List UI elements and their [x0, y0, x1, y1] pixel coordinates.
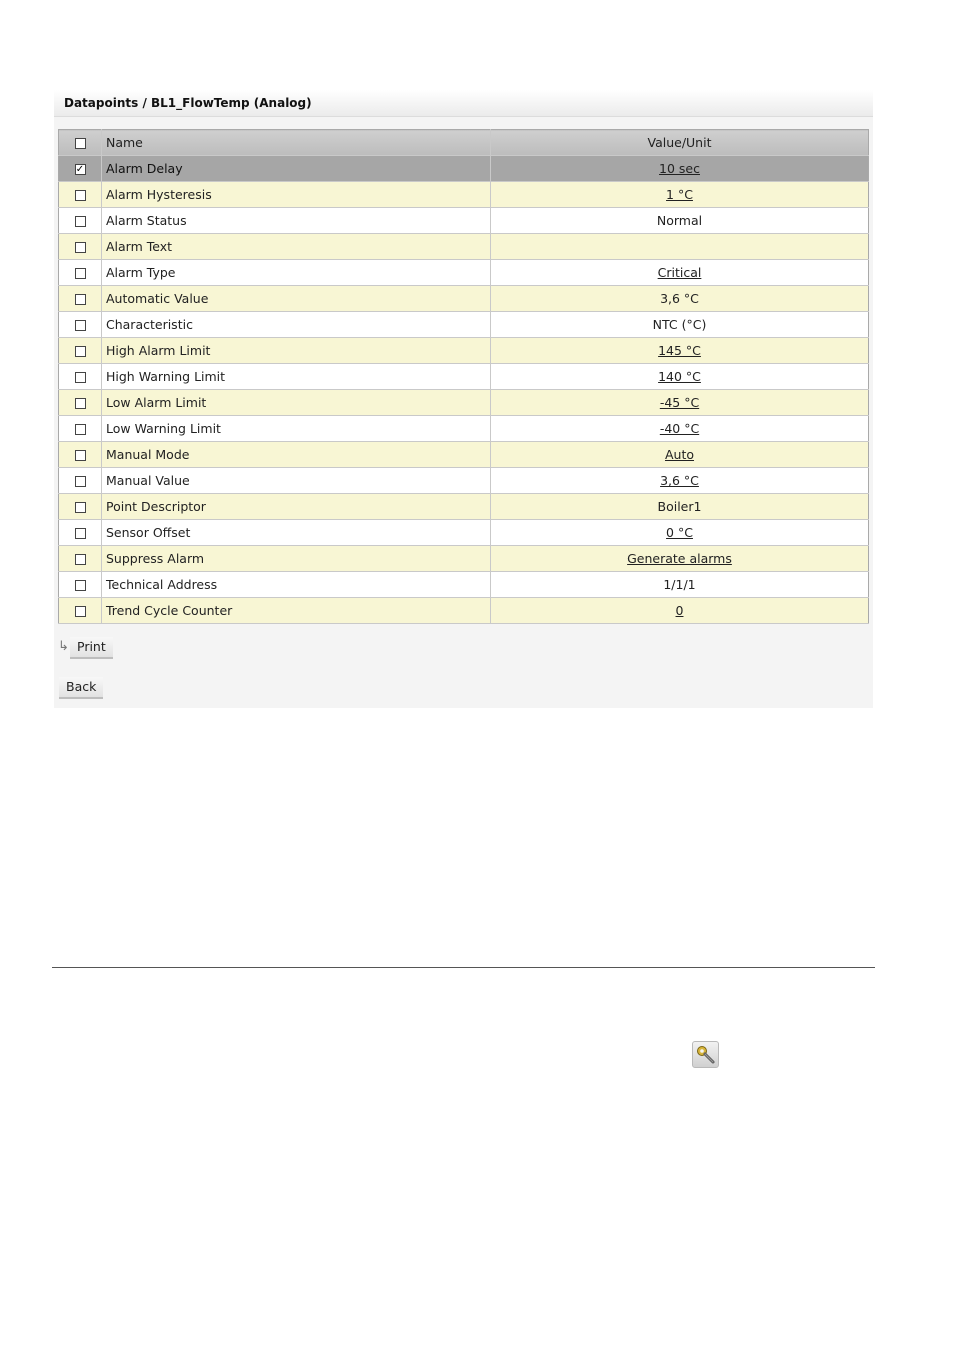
row-value-link[interactable]: 0 °C	[666, 525, 693, 540]
row-value: Normal	[656, 213, 703, 228]
row-value-link[interactable]: Critical	[657, 265, 702, 280]
row-checkbox-cell	[59, 260, 102, 286]
row-checkbox[interactable]	[75, 268, 86, 279]
row-checkbox[interactable]	[75, 606, 86, 617]
table-row[interactable]	[59, 182, 869, 208]
arrow-icon: ↳	[58, 639, 69, 654]
row-value-cell	[491, 442, 869, 468]
row-value-cell	[491, 338, 869, 364]
row-checkbox[interactable]	[75, 372, 86, 383]
datapoint-table	[58, 129, 869, 624]
row-value-link[interactable]: 0	[675, 603, 684, 618]
row-value-link[interactable]: Generate alarms	[627, 551, 732, 566]
row-value-link[interactable]: -40 °C	[659, 421, 700, 436]
row-value-cell	[491, 572, 869, 598]
row-value-cell	[491, 182, 869, 208]
table-row[interactable]	[59, 598, 869, 624]
row-value-cell	[491, 156, 869, 182]
row-checkbox[interactable]	[75, 294, 86, 305]
table-header	[59, 130, 869, 156]
row-checkbox-cell	[59, 598, 102, 624]
row-name: Technical Address	[102, 572, 491, 598]
row-checkbox[interactable]	[75, 450, 86, 461]
table-row[interactable]	[59, 442, 869, 468]
row-name: High Warning Limit	[102, 364, 491, 390]
row-name: Alarm Delay	[102, 156, 491, 182]
row-checkbox-cell	[59, 520, 102, 546]
header-value[interactable]: Value/Unit	[491, 130, 869, 156]
row-name: Low Warning Limit	[102, 416, 491, 442]
row-name: Alarm Type	[102, 260, 491, 286]
table-row[interactable]	[59, 156, 869, 182]
row-checkbox-cell	[59, 182, 102, 208]
row-name: Low Alarm Limit	[102, 390, 491, 416]
row-checkbox-cell	[59, 546, 102, 572]
row-value-link[interactable]: Auto	[664, 447, 695, 462]
row-checkbox[interactable]	[75, 424, 86, 435]
row-value-cell	[491, 312, 869, 338]
row-value-cell	[491, 468, 869, 494]
row-checkbox[interactable]	[75, 216, 86, 227]
row-checkbox-cell	[59, 442, 102, 468]
row-name: Manual Mode	[102, 442, 491, 468]
row-checkbox[interactable]	[75, 502, 86, 513]
row-checkbox-cell	[59, 156, 102, 182]
row-value-link[interactable]: 3,6 °C	[660, 473, 699, 488]
row-value-link[interactable]: -45 °C	[659, 395, 700, 410]
row-value-cell	[491, 416, 869, 442]
row-value-cell	[491, 390, 869, 416]
row-value-cell	[491, 520, 869, 546]
row-name: Suppress Alarm	[102, 546, 491, 572]
row-name: Trend Cycle Counter	[102, 598, 491, 624]
row-checkbox[interactable]	[75, 190, 86, 201]
table-row[interactable]	[59, 494, 869, 520]
row-value-cell	[491, 598, 869, 624]
row-value-cell	[491, 234, 869, 260]
row-checkbox-cell	[59, 416, 102, 442]
table-row[interactable]	[59, 416, 869, 442]
row-value-cell	[491, 364, 869, 390]
row-value: 3,6 °C	[660, 291, 699, 306]
row-name: Alarm Hysteresis	[102, 182, 491, 208]
back-button[interactable]: Back	[59, 677, 103, 699]
table-row[interactable]	[59, 390, 869, 416]
table-row[interactable]	[59, 338, 869, 364]
row-value-cell	[491, 286, 869, 312]
row-checkbox[interactable]	[75, 580, 86, 591]
divider	[52, 967, 875, 968]
table-row[interactable]	[59, 208, 869, 234]
select-all-checkbox[interactable]	[75, 138, 86, 149]
row-name: Alarm Text	[102, 234, 491, 260]
row-value: 1/1/1	[663, 577, 696, 592]
row-value-link[interactable]: 10 sec	[659, 161, 700, 176]
row-checkbox-cell	[59, 208, 102, 234]
row-value-cell	[491, 260, 869, 286]
row-checkbox[interactable]	[75, 554, 86, 565]
table-row[interactable]	[59, 234, 869, 260]
row-value-link[interactable]: 1 °C	[666, 187, 693, 202]
row-name: Sensor Offset	[102, 520, 491, 546]
row-name: Automatic Value	[102, 286, 491, 312]
row-value-cell	[491, 208, 869, 234]
row-name: Manual Value	[102, 468, 491, 494]
breadcrumb: Datapoints / BL1_FlowTemp (Analog)	[54, 90, 873, 117]
table-row[interactable]	[59, 364, 869, 390]
table-row[interactable]	[59, 286, 869, 312]
row-value-link[interactable]: 140 °C	[658, 369, 701, 384]
table-row[interactable]	[59, 260, 869, 286]
table-row[interactable]	[59, 312, 869, 338]
row-checkbox-cell	[59, 390, 102, 416]
table-row[interactable]	[59, 468, 869, 494]
row-name: Characteristic	[102, 312, 491, 338]
row-name: Point Descriptor	[102, 494, 491, 520]
header-name[interactable]: Name	[102, 130, 491, 156]
row-checkbox-cell	[59, 234, 102, 260]
row-checkbox[interactable]	[75, 242, 86, 253]
print-button[interactable]: Print	[70, 637, 113, 659]
datapoint-panel	[54, 90, 873, 708]
row-value-cell	[491, 494, 869, 520]
row-name: High Alarm Limit	[102, 338, 491, 364]
row-checkbox[interactable]	[75, 528, 86, 539]
row-value-link[interactable]: 145 °C	[658, 343, 701, 358]
row-value: Boiler1	[657, 499, 702, 514]
row-checkbox[interactable]	[75, 476, 86, 487]
table-row[interactable]	[59, 546, 869, 572]
row-value-cell	[491, 546, 869, 572]
row-checkbox[interactable]: ✓	[75, 164, 85, 175]
row-name: Alarm Status	[102, 208, 491, 234]
row-checkbox-cell	[59, 364, 102, 390]
table-body	[59, 156, 869, 624]
row-checkbox-cell	[59, 312, 102, 338]
wrench-icon[interactable]	[692, 1041, 719, 1068]
row-checkbox-cell	[59, 286, 102, 312]
row-checkbox[interactable]	[75, 320, 86, 331]
table-row[interactable]	[59, 572, 869, 598]
row-checkbox-cell	[59, 338, 102, 364]
row-checkbox-cell	[59, 468, 102, 494]
row-checkbox[interactable]	[75, 398, 86, 409]
row-value: NTC (°C)	[652, 317, 707, 332]
header-checkbox-cell	[59, 130, 102, 156]
row-checkbox-cell	[59, 494, 102, 520]
row-checkbox[interactable]	[75, 346, 86, 357]
table-row[interactable]	[59, 520, 869, 546]
row-checkbox-cell	[59, 572, 102, 598]
